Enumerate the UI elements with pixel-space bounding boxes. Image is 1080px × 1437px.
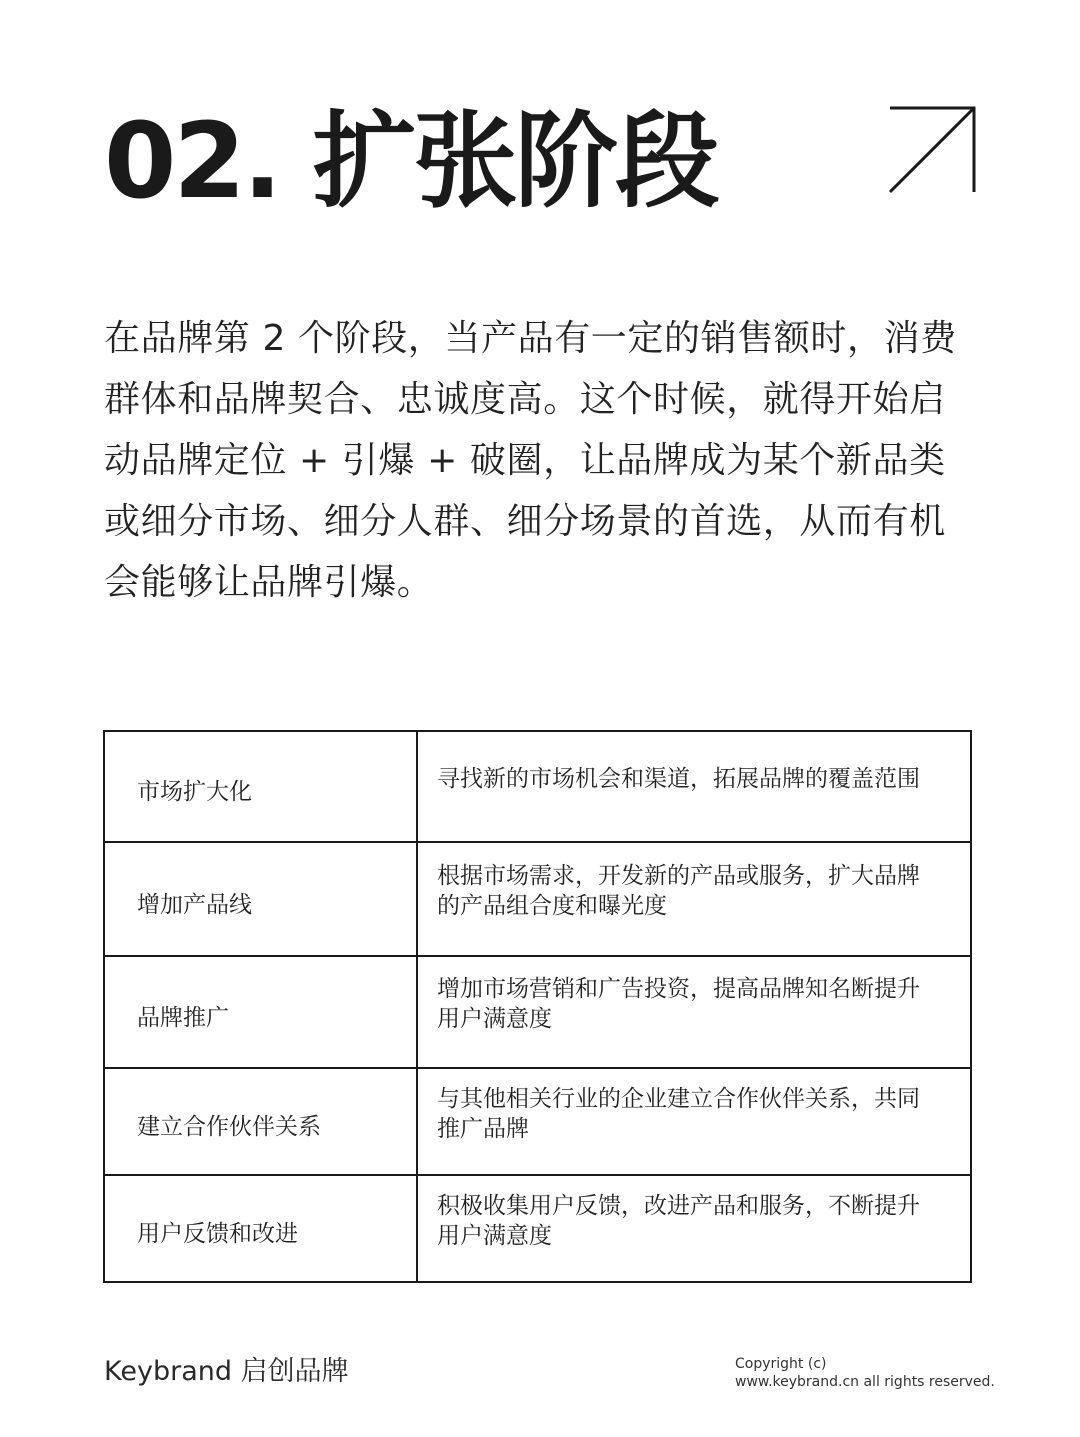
table-row: [104, 1175, 971, 1282]
arrow-up-right-icon: [886, 104, 978, 196]
row-label: 用户反馈和改进: [104, 1175, 417, 1282]
page-title: 02. 扩张阶段: [104, 100, 717, 222]
table-row: [104, 731, 971, 842]
row-description: 与其他相关行业的企业建立合作伙伴关系，共同推广品牌: [417, 1068, 971, 1175]
footer-copyright: [735, 1355, 995, 1391]
copyright-line: Copyright (c): [735, 1356, 827, 1372]
row-label: 增加产品线: [104, 842, 417, 956]
table-row: [104, 956, 971, 1068]
row-label: 市场扩大化: [104, 731, 417, 842]
row-description: 根据市场需求，开发新的产品或服务，扩大品牌的产品组合度和曝光度: [417, 842, 971, 956]
row-label: 品牌推广: [104, 956, 417, 1068]
row-description: 增加市场营销和广告投资，提高品牌知名断提升用户满意度: [417, 956, 971, 1068]
copyright-url-line: www.keybrand.cn all rights reserved.: [735, 1374, 995, 1390]
row-label: 建立合作伙伴关系: [104, 1068, 417, 1175]
row-description: 积极收集用户反馈，改进产品和服务，不断提升用户满意度: [417, 1175, 971, 1282]
footer-brand: Keybrand 启创品牌: [104, 1356, 349, 1387]
table-row: [104, 1068, 971, 1175]
intro-paragraph: 在品牌第 2 个阶段，当产品有一定的销售额时，消费群体和品牌契合、忠诚度高。这个时候，就得开始启动品牌定位 + 引爆 + 破圈，让品牌成为某个新品类或细分市场、细分人群、细分场景的首选，从而有机会能够让品牌引爆。: [104, 318, 957, 603]
row-description: 寻找新的市场机会和渠道，拓展品牌的覆盖范围: [417, 731, 971, 842]
table-row: [104, 842, 971, 956]
strategy-table: [103, 730, 972, 1283]
